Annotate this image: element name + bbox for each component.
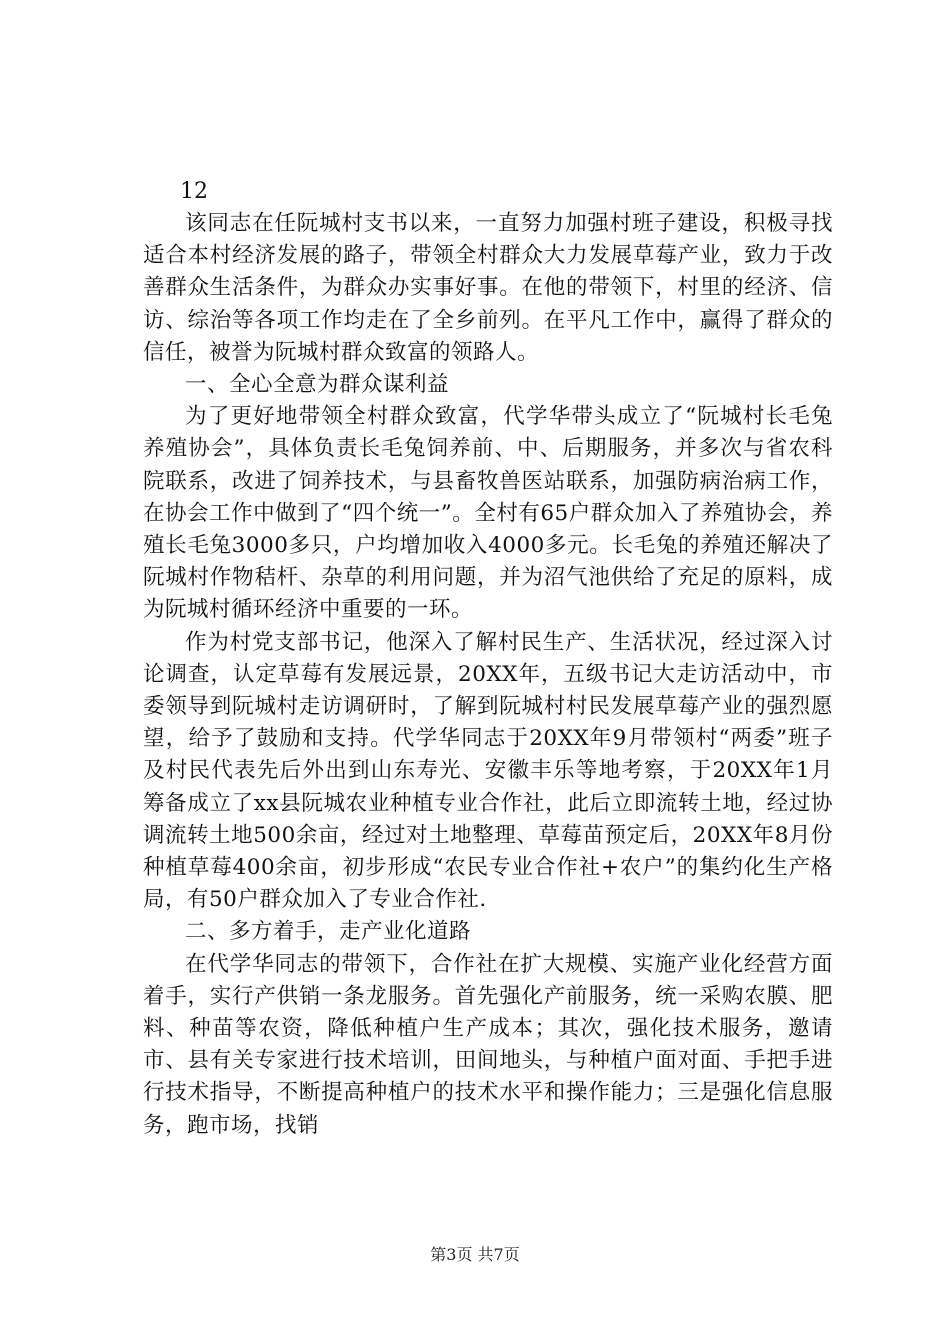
document-body [143, 176, 833, 1142]
paragraph-intro: 该同志在任阮城村支书以来，一直努力加强村班子建设，积极寻找适合本村经济发展的路子，带领全村群众大力发展草莓产业，致力于改善群众生活条件，为群众办实事好事。在他的带领下，村里的经济、信访、综治等各项工作均走在了全乡前列。在平凡工作中，赢得了群众的信任，被誉为阮城村群众致富的领路人。 [143, 211, 833, 365]
page-footer: 第3页 共7页 [430, 1245, 520, 1264]
page-marker: 12 [180, 179, 208, 204]
section-heading-2: 二、多方着手，走产业化道路 [185, 919, 472, 945]
paragraph-strawberry-cooperative: 作为村党支部书记，他深入了解村民生产、生活状况，经过深入讨论调查，认定草莓有发展远景，20XX年，五级书记大走访活动中，市委领导到阮城村走访调研时，了解到阮城村村民发展草莓产业的强烈愿望，给予了鼓励和支持。代学华同志于20XX年9月带领村“两委”班子及村民代表先后外出到山东寿光、安徽丰乐等地考察，于20XX年1月筹备成立了xx县阮城农业种植专业合作社，此后立即流转土地，经过协调流转土地500余亩，经过对土地整理、草莓苗预定后，20XX年8月份种植草莓400余亩，初步形成“农民专业合作社+农户”的集约化生产格局，有50户群众加入了专业合作社. [143, 629, 833, 913]
section-heading-1: 一、全心全意为群众谋利益 [185, 372, 450, 398]
paragraph-rabbit-association: 为了更好地带领全村群众致富，代学华带头成立了“阮城村长毛兔养殖协会”，具体负责长毛兔饲养前、中、后期服务，并多次与省农科院联系，改进了饲养技术，与县畜牧兽医站联系，加强防病治病工作，在协会工作中做到了“四个统一”。全村有65户群众加入了养殖协会，养殖长毛兔3000多只，户均增加收入4000多元。长毛兔的养殖还解决了阮城村作物秸杆、杂草的利用问题，并为沼气池供给了充足的原料，成为阮城村循环经济中重要的一环。 [143, 404, 833, 623]
paragraph-industrialization: 在代学华同志的带领下，合作社在扩大规模、实施产业化经营方面着手，实行产供销一条龙服务。首先强化产前服务，统一采购农膜、肥料、种苗等农资，降低种植户生产成本；其次，强化技术服务，邀请市、县有关专家进行技术培训，田间地头，与种植户面对面、手把手进行技术指导，不断提高种植户的技术水平和操作能力；三是强化信息服务，跑市场，找销 [143, 951, 833, 1138]
